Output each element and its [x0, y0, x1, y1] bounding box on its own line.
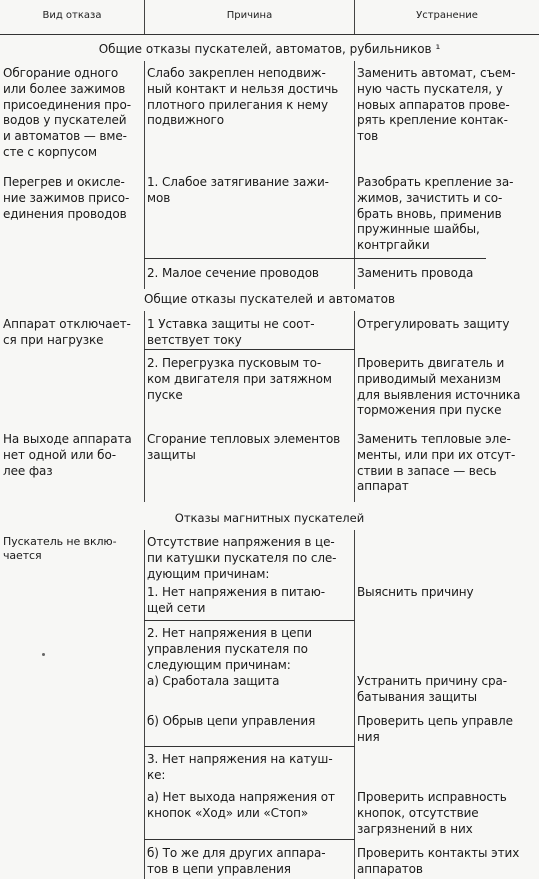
row-rule — [144, 620, 355, 621]
row-rule — [144, 839, 355, 840]
column-divider — [354, 61, 355, 289]
fault-type: На выходе аппарата нет одной или бо- лее фаз — [3, 432, 132, 478]
row-rule — [144, 746, 355, 747]
cause: Сгорание тепловых элементов защиты — [147, 432, 341, 462]
column-divider — [354, 530, 355, 879]
remedy: Проверить исправность кнопок, отсутствие загрязнений в них — [357, 790, 507, 836]
cause: 2. Малое сечение проводов — [147, 266, 319, 280]
row-rule — [354, 258, 486, 259]
cause: 1 Уставка защиты не соот- ветствует току — [147, 317, 315, 347]
column-divider — [144, 311, 145, 502]
header-cause: Причина — [226, 10, 273, 21]
column-divider — [144, 530, 145, 879]
remedy: Разобрать крепление за- жимов, зачистить и со- брать вновь, применив пружинные шайбы, контргайки — [357, 175, 514, 253]
fault-type: Перегрев и окисле- ние зажимов присо- единения проводов — [3, 175, 130, 221]
cause: 2. Нет напряжения в цепи управления пускателя по следующим причинам: — [147, 626, 312, 672]
remedy: Проверить двигатель и приводимый механизм для выявления источника торможения при пуске — [357, 356, 521, 418]
cause: Отсутствие напряжения в це- пи катушки пускателя по сле- дующим причинам: — [147, 535, 337, 581]
remedy: Проверить цепь управле ния — [357, 714, 513, 744]
section-title-starters-breakers: Общие отказы пускателей и автоматов — [143, 292, 396, 306]
cause: 2. Перегрузка пусковым то- ком двигателя при затяжном пуске — [147, 356, 332, 402]
row-rule — [144, 258, 355, 259]
header-remedy: Устранение — [416, 10, 478, 21]
fault-type: Аппарат отключает- ся при нагрузке — [3, 317, 131, 347]
remedy: Заменить провода — [357, 266, 474, 280]
cause: б) Обрыв цепи управления — [147, 714, 316, 728]
fault-type: Обгорание одного или более зажимов присоединения про- водов у пускателей и автоматов — вме- сте с корпусом — [3, 66, 131, 159]
section-title-general-all: Общие отказы пускателей, автоматов, рубильников ¹ — [98, 42, 441, 56]
remedy: Устранить причину сра- батывания защиты — [357, 674, 508, 704]
cause: 1. Нет напряжения в питаю- щей сети — [147, 585, 325, 615]
column-divider — [144, 61, 145, 289]
header-rule — [0, 34, 539, 35]
header-fault-type: Вид отказа — [42, 10, 102, 21]
cause: б) То же для других аппара- тов в цепи управления — [147, 846, 326, 876]
header-divider — [354, 0, 355, 34]
cause: Слабо закреплен неподвиж- ный контакт и нельзя достичь плотного прилегания к нему подвижного — [147, 66, 339, 128]
scan-speck — [42, 653, 45, 656]
section-title-magnetic-starters: Отказы магнитных пускателей — [174, 511, 365, 525]
remedy: Заменить тепловые эле- менты, или при их отсут- ствии в запасе — весь аппарат — [357, 432, 516, 494]
remedy: Выяснить причину — [357, 585, 474, 599]
cause: 1. Слабое затягивание зажи- мов — [147, 175, 329, 205]
remedy: Заменить автомат, съем- ную часть пускателя, у новых аппаратов прове- рять крепление контак- тов — [357, 66, 516, 144]
remedy: Проверить контакты этих аппаратов — [357, 846, 520, 876]
cause: 3. Нет напряжения на катуш- ке: — [147, 752, 333, 782]
fault-type: Пускатель не вклю- чается — [3, 535, 117, 562]
cause: а) Сработала защита — [147, 674, 280, 688]
header-divider — [144, 0, 145, 34]
row-rule — [144, 349, 355, 350]
column-divider — [354, 311, 355, 502]
remedy: Отрегулировать защиту — [357, 317, 510, 331]
cause: а) Нет выхода напряжения от кнопок «Ход» или «Стоп» — [147, 790, 335, 820]
